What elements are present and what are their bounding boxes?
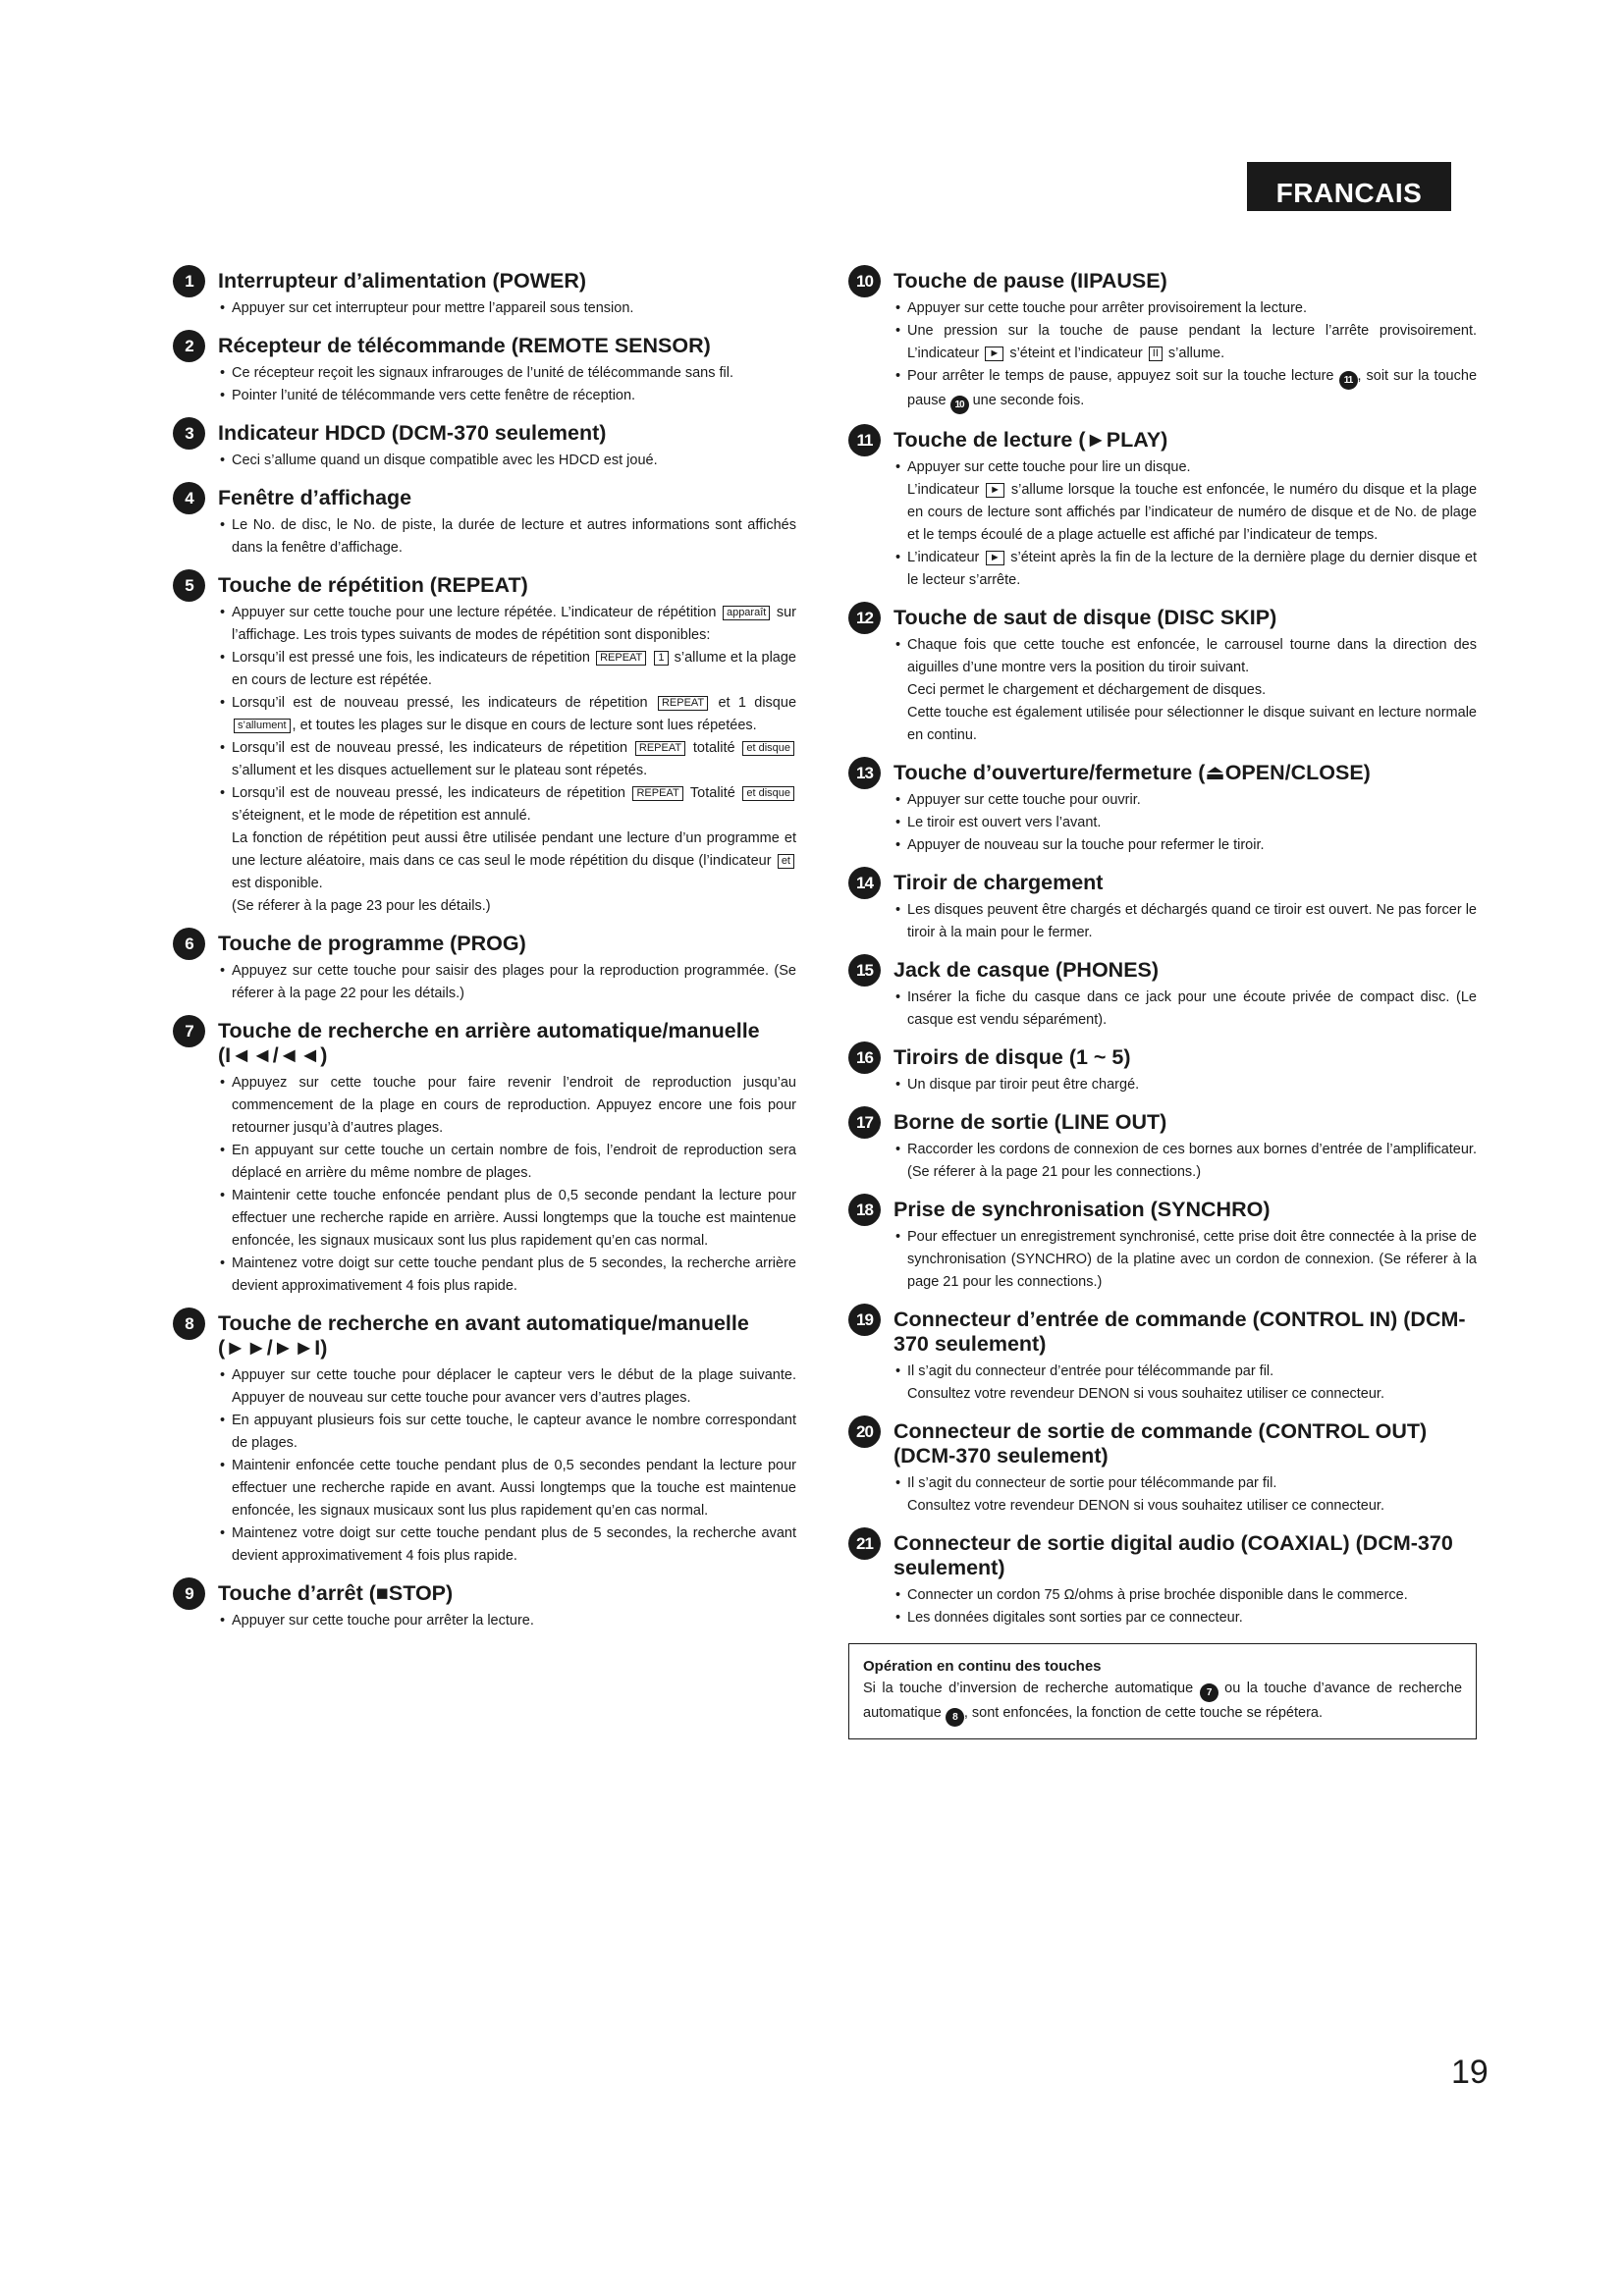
play-indicator: ► [986,483,1004,498]
text: s’allume. [1167,346,1225,361]
item-title: Touche de recherche en avant automatique/manuelle (►►/►►I) [218,1311,749,1360]
bullet: • Les disques peuvent être chargés et déchargés quand ce tiroir est ouvert. Ne pas forcer le tiroir à la main pour le fermer. [907,899,1477,944]
bullet: • Le No. de disc, le No. de piste, la durée de lecture et autres informations sont affichés dans la fenêtre d’affichage. [232,514,796,560]
text: La fonction de répétition peut aussi être utilisée pendant une lecture d’un programme et une lecture aléatoire, mais dans ce cas seul le mode répétition du disque (l’indicateur [232,830,796,869]
bullet: • Appuyer sur cette touche pour déplacer le capteur vers le début de la plage suivante. Appuyer de nouveau sur cette touche pour avancer vers d’autres plages. [232,1364,796,1410]
item-title: Tiroirs de disque (1 ~ 5) [893,1045,1131,1069]
text: Totalité [689,785,735,801]
text: s’éteignent, et le mode de répetition est annulé. [232,808,531,824]
bullet: • Il s’agit du connecteur de sortie pour télécommande par fil. [907,1472,1477,1495]
item-20 [848,1415,1477,1518]
item-title: Interrupteur d’alimentation (POWER) [218,269,587,293]
bullet: • Appuyer sur cette touche pour arrêter la lecture. [232,1610,796,1632]
text: Lorsqu’il est de nouveau pressé, les indicateurs de répetition [232,695,648,711]
item-number: 1 [173,265,205,297]
item-12 [848,602,1477,747]
bullet: • Ceci s’allume quand un disque compatible avec les HDCD est joué. [232,450,796,472]
item-title: Borne de sortie (LINE OUT) [893,1110,1167,1134]
item-title: Jack de casque (PHONES) [893,958,1160,982]
item-title: Touche de répétition (REPEAT) [218,573,528,597]
item-title: Touche d’ouverture/fermeture (⏏OPEN/CLOSE) [893,761,1371,784]
right-column [848,265,1477,1739]
ref-number: 10 [950,396,969,414]
item-18 [848,1194,1477,1294]
continuation: (Se réferer à la page 23 pour les détails.) [232,898,491,914]
text: L’indicateur [907,482,980,498]
item-number: 21 [848,1527,881,1560]
text: , soit sur la touche pause [907,368,1478,408]
continuation: Ceci permet le chargement et déchargement de disques. [907,682,1267,698]
text: s’allument et les disques actuellement sur le plateau sont répetés. [232,763,648,778]
bullet [232,602,796,647]
item-13 [848,757,1477,857]
item-number: 5 [173,569,205,602]
continuation: Cette touche est également utilisée pour sélectionner le disque suivant en lecture normale en continu. [907,705,1477,743]
text: Appuyer sur cette touche pour une lecture répétée. L’indicateur de répétition [232,605,717,620]
item-number: 9 [173,1577,205,1610]
item-title: Connecteur d’entrée de commande (CONTROL IN) (DCM-370 seulement) [893,1308,1466,1356]
item-5 [173,569,796,918]
bullet: • Appuyez sur cette touche pour saisir des plages pour la reproduction programmée. (Se réferer à la page 22 pour les détails.) [232,960,796,1005]
repeat-indicator: REPEAT [658,696,708,711]
bullet [232,737,796,782]
bullet: • Ce récepteur reçoit les signaux infrarouges de l’unité de télécommande sans fil. [232,362,796,385]
bullet [232,692,796,737]
bullet: • Appuyer sur cette touche pour arrêter provisoirement la lecture. [907,297,1477,320]
item-title: Touche de lecture (►PLAY) [893,428,1168,452]
item-9 [173,1577,796,1632]
text: sur l’affichage. Les trois types suivants de modes de répétition sont disponibles: [232,605,797,643]
bullet: • Insérer la fiche du casque dans ce jack pour une écoute privée de compact disc. (Le casque est vendu séparément). [907,987,1477,1032]
item-title: Connecteur de sortie digital audio (COAXIAL) (DCM-370 seulement) [893,1531,1453,1579]
play-indicator: ► [985,347,1003,361]
bullet: • Pour effectuer un enregistrement synchronisé, cette prise doit être connectée à la prise de synchronisation (SYNCHRO) de la platine avec un cordon de connexion. (Se réferer à la page 21 pour les connections.) [907,1226,1477,1294]
item-17 [848,1106,1477,1184]
bullet: • Il s’agit du connecteur d’entrée pour télécommande par fil. [907,1361,1477,1383]
text: Une pression sur la touche de pause pendant la lecture l’arrête provisoirement. L’indicateur [907,323,1477,361]
bullet [907,547,1477,592]
bullet: • Les données digitales sont sorties par ce connecteur. [907,1607,1477,1629]
item-7 [173,1015,796,1298]
item-number: 12 [848,602,881,634]
item-number: 19 [848,1304,881,1336]
bullet: • Appuyer sur cette touche pour lire un disque. [907,456,1477,479]
item-number: 7 [173,1015,205,1047]
text: Pour arrêter le temps de pause, appuyez soit sur la touche lecture [907,368,1334,384]
item-title: Touche de pause (IIPAUSE) [893,269,1167,293]
text: et 1 disque [718,695,797,711]
bullet: • En appuyant sur cette touche un certain nombre de fois, l’endroit de reproduction sera déplacé en arrière du même nombre de plages. [232,1140,796,1185]
item-title: Indicateur HDCD (DCM-370 seulement) [218,421,607,445]
note-title: Opération en continu des touches [863,1658,1102,1675]
text: , sont enfoncées, la fonction de cette touche se répétera. [963,1705,1323,1721]
text: L’indicateur [907,550,980,565]
text: Si la touche d’inversion de recherche automatique [863,1681,1194,1696]
bullet: • Maintenir cette touche enfoncée pendant plus de 0,5 seconde pendant la lecture pour effectuer une recherche rapide en arrière. Aussi longtemps que la touche est maintenue enfoncée, les signaux musicaux sont lus plus rapidement qu’en cas normal. [232,1185,796,1253]
repeat-indicator: REPEAT [632,786,682,801]
ref-number: 7 [1200,1683,1218,1702]
text: s’allume et la plage en cours de lecture est répétée. [232,650,796,688]
text: est disponible. [232,876,323,891]
item-11 [848,424,1477,592]
language-tab: FRANCAIS [1247,162,1451,211]
item-number: 3 [173,417,205,450]
item-15 [848,954,1477,1032]
disc-indicator: et disque [742,741,794,756]
item-1 [173,265,796,320]
text: , et toutes les plages sur le disque en cours de lecture sont lues répetées. [292,718,757,733]
note-box [848,1643,1477,1739]
item-8 [173,1308,796,1568]
bullet: • Appuyer sur cette touche pour ouvrir. [907,789,1477,812]
bullet: • Appuyer de nouveau sur la touche pour refermer le tiroir. [907,834,1477,857]
item-6 [173,928,796,1005]
ref-number: 11 [1339,371,1358,390]
text: s’éteint après la fin de la lecture de la dernière plage du dernier disque et le lecteur s’arrête. [907,550,1478,588]
note-text [863,1678,1462,1727]
continuation [893,479,1477,547]
page-number: 19 [1451,2054,1489,2091]
bullet: • Appuyez sur cette touche pour faire revenir l’endroit de reproduction jusqu’au commencement de la plage en cours de reproduction. Appuyez encore une fois pour retourner jusqu’à d’autres plages. [232,1072,796,1140]
bullet [907,320,1477,365]
bullet: • Un disque par tiroir peut être chargé. [907,1074,1477,1096]
continuation [218,828,796,895]
bullet: • Maintenez votre doigt sur cette touche pendant plus de 5 secondes, la recherche arrière devient approximativement 4 fois plus rapide. [232,1253,796,1298]
item-number: 10 [848,265,881,297]
left-column [173,265,796,1632]
item-16 [848,1041,1477,1096]
text: totalité [692,740,735,756]
pause-indicator: II [1149,347,1163,361]
bullet: • Appuyer sur cet interrupteur pour mettre l’appareil sous tension. [232,297,796,320]
item-10 [848,265,1477,414]
bullet [232,782,796,828]
item-title: Fenêtre d’affichage [218,486,412,509]
text: s’éteint et l’indicateur [1009,346,1143,361]
item-title: Touche de recherche en arrière automatique/manuelle (I◄◄/◄◄) [218,1019,760,1067]
bullet: • Maintenir enfoncée cette touche pendant plus de 0,5 secondes pendant la lecture pour effectuer une recherche rapide en avant. Aussi longtemps que la touche est maintenue enfoncée, les signaux musicaux sont lus plus rapidement qu’en cas normal. [232,1455,796,1522]
disc-indicator: et [778,854,794,869]
bullet: • Le tiroir est ouvert vers l’avant. [907,812,1477,834]
item-number: 15 [848,954,881,987]
item-number: 17 [848,1106,881,1139]
text: une seconde fois. [972,393,1085,408]
item-4 [173,482,796,560]
bullet: • Maintenez votre doigt sur cette touche pendant plus de 5 secondes, la recherche avant devient approximativement 4 fois plus rapide. [232,1522,796,1568]
bullet: • Connecter un cordon 75 Ω/ohms à prise brochée disponible dans le commerce. [907,1584,1477,1607]
item-14 [848,867,1477,944]
ref-number: 8 [946,1708,964,1727]
repeat-one-indicator: 1 [654,651,668,666]
item-number: 11 [848,424,881,456]
item-title: Touche de programme (PROG) [218,932,526,955]
bullet: • Pointer l’unité de télécommande vers cette fenêtre de réception. [232,385,796,407]
item-21 [848,1527,1477,1629]
continuation: Consultez votre revendeur DENON si vous souhaitez utiliser ce connecteur. [907,1386,1384,1402]
item-number: 8 [173,1308,205,1340]
item-title: Touche de saut de disque (DISC SKIP) [893,606,1277,629]
item-number: 20 [848,1415,881,1448]
item-19 [848,1304,1477,1406]
text: Lorsqu’il est de nouveau pressé, les indicateurs de répetition [232,740,628,756]
item-number: 2 [173,330,205,362]
play-indicator: ► [986,551,1004,565]
repeat-indicator: apparaît [723,606,770,620]
item-title: Connecteur de sortie de commande (CONTROL OUT) (DCM-370 seulement) [893,1419,1428,1468]
text: Lorsqu’il est de nouveau pressé, les indicateurs de répetition [232,785,625,801]
item-3 [173,417,796,472]
item-title: Tiroir de chargement [893,871,1104,894]
item-number: 6 [173,928,205,960]
bullet [907,365,1477,414]
disc-indicator: s’allument [234,719,291,733]
item-number: 13 [848,757,881,789]
bullet: • Raccorder les cordons de connexion de ces bornes aux bornes d’entrée de l’amplificateur. (Se réferer à la page 21 pour les connections.) [907,1139,1477,1184]
repeat-indicator: REPEAT [635,741,685,756]
text: s’allume lorsque la touche est enfoncée, le numéro du disque et la plage en cours de lecture sont affichés par l’indicateur de numéro de disque et de No. de plage et le temps écoulé de a plage actuelle est affiché par l’indicateur de temps. [907,482,1478,543]
bullet: • En appuyant plusieurs fois sur cette touche, le capteur avance le nombre correspondant de plages. [232,1410,796,1455]
disc-indicator: et disque [742,786,794,801]
item-2 [173,330,796,407]
item-number: 4 [173,482,205,514]
repeat-indicator: REPEAT [596,651,646,666]
text: Lorsqu’il est pressé une fois, les indicateurs de répetition [232,650,590,666]
bullet [232,647,796,692]
item-number: 18 [848,1194,881,1226]
text: ou la touche d’avance de recherche automatique [863,1681,1463,1721]
item-number: 16 [848,1041,881,1074]
continuation: Consultez votre revendeur DENON si vous souhaitez utiliser ce connecteur. [907,1498,1384,1514]
item-number: 14 [848,867,881,899]
item-title: Touche d’arrêt (■STOP) [218,1581,454,1605]
bullet: • Chaque fois que cette touche est enfoncée, le carrousel tourne dans la direction des aiguilles d’une montre vers la position du tiroir suivant. [907,634,1477,679]
item-title: Récepteur de télécommande (REMOTE SENSOR) [218,334,711,357]
item-title: Prise de synchronisation (SYNCHRO) [893,1198,1271,1221]
